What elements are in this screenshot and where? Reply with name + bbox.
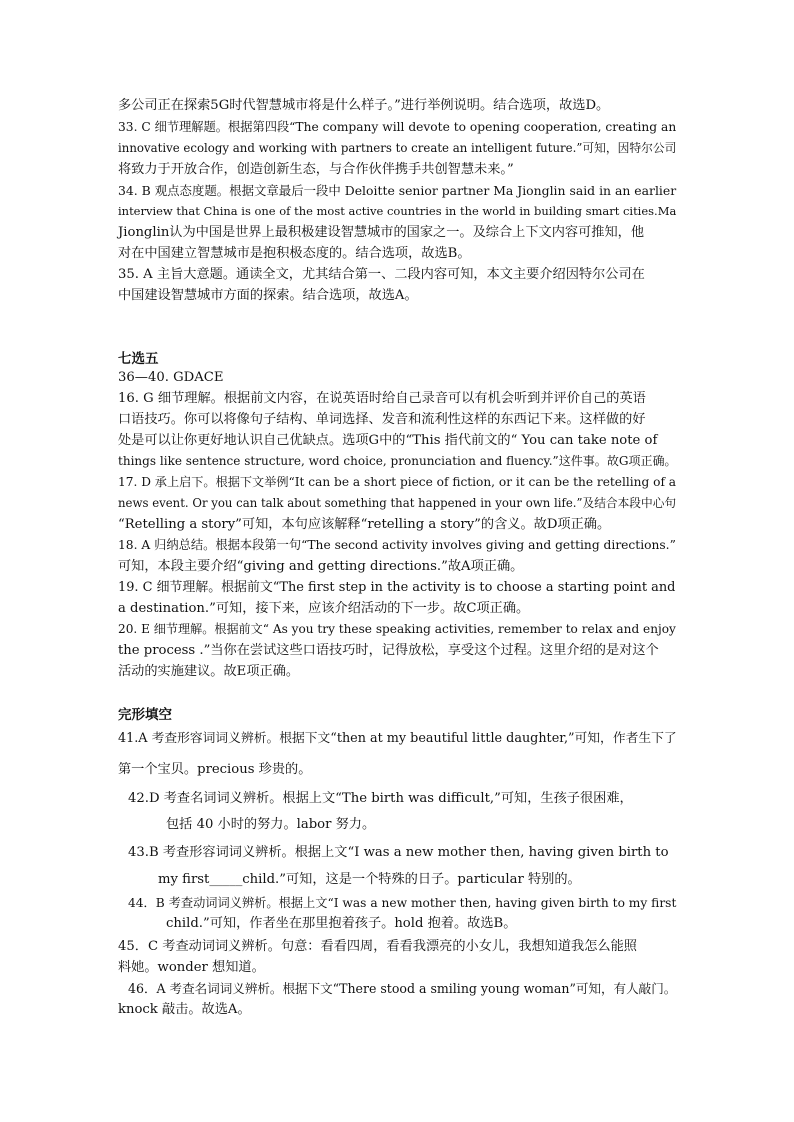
text-line: news event. Or you can talk about something that happened in your own life.”及结合本段中心句: [118, 496, 677, 510]
text-line: 包括 40 小时的努力。labor 努力。: [166, 817, 376, 832]
answer-33: 33. C 细节理解题。根据第四段“The company will devote to opening cooperation, creating an: [118, 120, 677, 134]
section-heading-seven-choose-five: 七选五: [118, 351, 159, 367]
text-line: 将致力于开放合作，创造创新生态，与合作伙伴携手共创智慧未来。”: [118, 162, 514, 177]
section-heading-cloze: 完形填空: [118, 707, 172, 723]
answer-20: 20. E 细节理解。根据前文“ As you try these speaking activities, remember to relax and enjoy: [118, 622, 676, 636]
answer-16: 16. G 细节理解。根据前文内容，在说英语时给自己录音可以有机会听到并评价自己的英语: [118, 391, 646, 406]
answer-43: 43.B 考查形容词词义辨析。根据上文“I was a new mother then, having given birth to: [128, 845, 669, 860]
answer-42: 42.D 考查名词词义辨析。根据上文“The birth was difficult,”可知，生孩子很困难，: [128, 791, 633, 806]
answer-key: 36—40. GDACE: [118, 370, 224, 385]
text-line: 多公司正在探索5G时代智慧城市将是什么样子。”进行举例说明。结合选项，故选D。: [118, 98, 610, 113]
text-line: my first_____child.”可知，这是一个特殊的日子。particular 特别的。: [158, 872, 581, 887]
answer-17: 17. D 承上启下。根据下文举例“It can be a short piece of fiction, or it can be the retelling of a: [118, 475, 677, 489]
text-line: 处是可以让你更好地认识自己优缺点。选项G中的“This 指代前文的“ You can take note of: [118, 433, 658, 448]
answer-34: 34. B 观点态度题。根据文章最后一段中 Deloitte senior partner Ma Jionglin said in an earlier: [118, 183, 677, 198]
text-line: the process .”当你在尝试这些口语技巧时，记得放松，享受这个过程。这里介绍的是对这个: [118, 643, 659, 658]
text-line: “Retelling a story”可知，本句应该解释“retelling a story”的含义。故D项正确。: [118, 517, 611, 532]
text-line: a destination.”可知，接下来，应该介绍活动的下一步。故C项正确。: [118, 601, 530, 616]
text-line: innovative ecology and working with partners to create an intelligent future.”可知，因特尔公司: [118, 141, 677, 155]
text-line: child.”可知，作者坐在那里抱着孩子。hold 抱着。故选B。: [166, 916, 517, 931]
text-line: knock 敲击。故选A。: [118, 1002, 251, 1017]
text-line: 口语技巧。你可以将像句子结构、单词选择、发音和流利性这样的东西记下来。这样做的好: [118, 412, 646, 427]
answer-45: 45．C 考查动词词义辨析。句意：看看四周，看看我漂亮的小女儿，我想知道我怎么能照: [118, 939, 637, 954]
answer-18: 18. A 归纳总结。根据本段第一句“The second activity involves giving and getting directions.”: [118, 538, 676, 552]
text-line: 料她。wonder 想知道。: [118, 960, 265, 975]
answer-41: 41.A 考查形容词词义辨析。根据下文“then at my beautiful little daughter,”可知，作者生下了: [118, 731, 677, 746]
text-line: things like sentence structure, word choice, pronunciation and fluency.”这件事。故G项正确。: [118, 454, 677, 468]
text-line: 对在中国建立智慧城市是抱积极态度的。结合选项，故选B。: [118, 246, 471, 261]
answer-19: 19. C 细节理解。根据前文“The first step in the activity is to choose a starting point and: [118, 580, 676, 595]
answer-44: 44．B 考查动词词义辨析。根据上文“I was a new mother then, having given birth to my first: [128, 896, 677, 910]
text-line: 活动的实施建议。故E项正确。: [118, 664, 300, 679]
answer-46: 46．A 考查名词词义辨析。根据下文“There stood a smiling young woman”可知，有人敲门。: [128, 981, 677, 996]
text-line: interview that China is one of the most active countries in the world in building smart cities.Ma: [118, 204, 677, 218]
text-line: 可知，本段主要介绍“giving and getting directions.”故A项正确。: [118, 559, 524, 574]
text-line: 中国建设智慧城市方面的探索。结合选项，故选A。: [118, 288, 418, 303]
text-line: 第一个宝贝。precious 珍贵的。: [118, 762, 312, 777]
text-line: Jionglin认为中国是世界上最积极建设智慧城市的国家之一。及综合上下文内容可推知，他: [118, 225, 645, 240]
answer-35: 35. A 主旨大意题。通读全文，尤其结合第一、二段内容可知，本文主要介绍因特尔公司在: [118, 267, 645, 282]
